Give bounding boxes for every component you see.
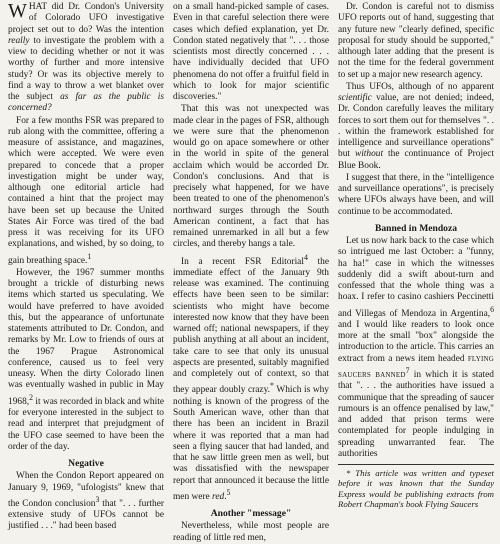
section-heading: Negative [68,458,104,469]
paragraph: Thus UFOs, although of no apparent scientific value, are not denied; indeed, Dr. Condon carefully leaves the military forces to sort them out for themselves ". . . within the framework established for intelligence and surveillance operations" but without the continuance of Project Blue Book. [338,81,494,171]
paragraph: WHAT did Dr. Condon's University of Colorado UFO investigative project set out to do? Was the intention really to investigate the problem with a view to deciding whether or not it was worthy of further and more intensive study? Or was its objective merely to find a way to throw a wet blanket over the subject as far as the public is concerned? [8,0,164,114]
footnote-ref: 5 [226,487,231,497]
paragraph: When the Condon Report appeared on January 9, 1969, "ufologists" knew that the Condon conclusion$^3$ that ". . . further extensive study of UFOs cannot be justified . . ." had been based [8,471,164,532]
drop-cap: W [8,0,27,22]
footnote-ref: 3 [95,494,100,504]
section-heading: Banned in Mendoza [374,222,458,234]
footnote-divider [338,464,494,465]
column-2 [173,2,329,543]
footnote-ref: 4 [303,252,308,262]
paragraph: In a recent FSR Editorial$^4$ the immediate effect of the January 9th release was examined. The continuing effects have been seen to be similar: scientists who might have become interested now know that they have been warned off; national newspapers, if they publish anything at all about an incident, take care to see that only its unusual aspects are presented, suitably magnified and completely out of context, so that they appear doubly crazy.* Which is why nothing is known of the progress of the South American wave, other than that there has been an incident in Brazil where it was reported that a man had seen a flying saucer that had landed, and that he saw little green men as well, but was dissatisfied with the newspaper report that announced it because the little men were red.$^5$ [173,252,329,502]
section-heading: Another "message" [210,508,292,520]
paragraph: Let us now hark back to the case which so intrigued me last October: a "funny, ha ha!" case in which the witnesses suddenly did a swift about-turn and confessed that the whole thing was a hoax. I refer to casino cashiers Peccinetti and Villegas of Mendoza in Argentina,$^6$ and I would like readers to look once more at the small "box" alongside the introduction to the article. This carries an extract from a news item headed flying saucers banned$^7$ in which it is stated that ". . . the authorities have issued a communique that the spreading of saucer rumours is an offence penalised by law," and added that prison terms were contemplated for people indulging in spreading unwarranted fear. The authorities [338,236,494,459]
paragraph: For a few months FSR was prepared to rub along with the committee, offering a measure of assistance, and magazines, which were accepted. We were even prepared to concede that a proper investigation might be under way, although one editorial article had contained a hint that the project may have been set up because the United States Air Force was tired of the bad press it was receiving for its UFO explanations, and wished, by so doing, to gain breathing space.$^1$ [8,115,164,266]
paragraph: Nevertheless, while most people are reading of little red men, [173,521,329,543]
paragraph: Dr. Condon is careful not to dismiss UFO reports out of hand, suggesting that any future new "clearly defined, specific proposal for study should be supported," although later adding that the present is not the time for the federal government to set up a major new research agency. [338,2,494,80]
column-3 [338,2,494,509]
footnote-ref: 6 [490,304,494,314]
footnote-ref: 1 [87,251,92,261]
paragraph: However, the 1967 summer months brought a trickle of disturbing news items which started us speculating. We would have preferred to have avoided this, but the appearance of unfortunate statements attributed to Dr. Condon, and remarks by Mr. Low to friends of ours at the 1967 Prague Astronomical conference, caused us to feel very uneasy. When the dirty Colorado linen was eventually washed in public in May 1968,$^2$ it was recorded in black and white for everyone interested in the subject to read and interpret that prejudgment of the UFO case seemed to have been the order of the day. [8,267,164,452]
column-1 [8,0,164,532]
footnote-ref: * [270,381,274,391]
paragraph: on a small hand-picked sample of cases. Even in that careful selection there were cases which defied explanation, yet Dr. Condon stated negatively that ". . . those scientists most directly concerned . . . have individually decided that UFO phenomena do not offer a fruitful field in which to look for major scientific discoveries." [173,2,329,102]
paragraph: That this was not unexpected was made clear in the pages of FSR, although we were sure that the phenomenon would go on apace somewhere or other in the world in spite of the general acclaim which would be accorded Dr. Condon's conclusions. And that is precisely what happened, for we have been treated to one of the phenomenon's northward surges through the South American continent, a fact that has remained unremarked in all but a few circles, and thereby hangs a tale. [173,104,329,250]
footnote-ref: 7 [405,365,410,375]
paragraph: I suggest that there, in the "intelligence and surveillance operations", is precisely where UFOs always have been, and will continue to be accommodated. [338,172,494,217]
footnote-ref: 2 [29,392,34,402]
footnote: * This article was written and typeset before it was known that the Sunday Express would be publishing extracts from Robert Chapman's book Flying Saucers [338,468,494,509]
